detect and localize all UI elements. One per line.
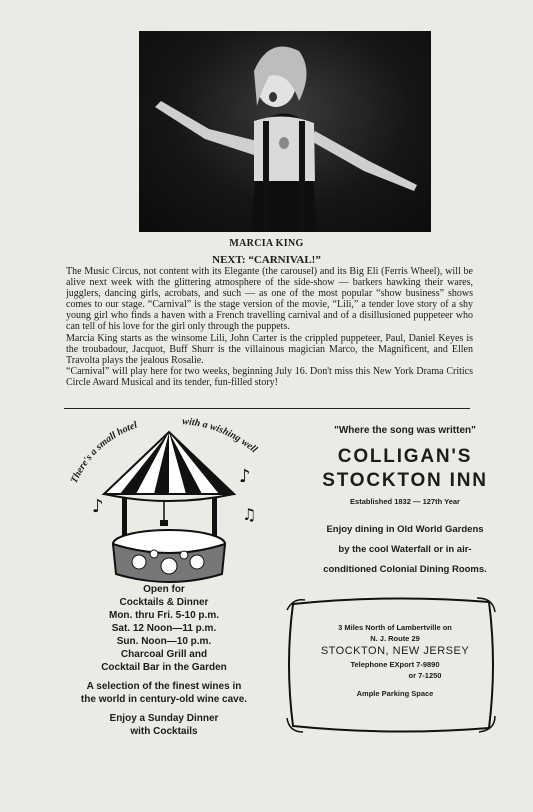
ad-line: A selection of the finest wines in — [86, 681, 242, 692]
ad-line: Open for — [143, 584, 185, 595]
ad-line: with Cocktails — [130, 726, 198, 737]
performer-illustration — [139, 31, 431, 232]
ad-line: Mon. thru Fri. 5-10 p.m. — [108, 610, 219, 621]
article-body — [66, 266, 473, 388]
ad-hours-text — [64, 583, 264, 738]
svg-text:♫: ♫ — [242, 505, 257, 524]
article-paragraph: “Carnival” will play here for two weeks, beginning July 16. Don't miss this New York Drama Critics Circle Award Musical and its tender, fun-filled story! — [66, 365, 473, 388]
inn-name-line: STOCKTON INN — [322, 470, 488, 491]
wishing-well-icon — [64, 412, 270, 587]
ad-line: Cocktails & Dinner — [119, 597, 209, 608]
location-city: STOCKTON, NEW JERSEY — [320, 645, 470, 657]
article-paragraph: Marcia King starts as the winsome Lili, John Carter is the crippled puppeteer, Paul, Daniel Keyes is the troubadour, Jacquot, Buff Shurr is the villainous magician Marco, the Magnificent, and Ellen Travolta plays the jealous Rosalie. — [66, 332, 473, 366]
location-line: 3 Miles North of Lambertville on — [338, 623, 452, 632]
arc-text-left: There's a small hotel — [68, 419, 139, 486]
inn-established: Established 1832 — 127th Year — [350, 497, 460, 506]
arc-text-right: with a wishing well — [181, 415, 260, 456]
ad-line: Sun. Noon—10 p.m. — [116, 636, 212, 647]
inn-tagline: "Where the song was written" — [334, 425, 476, 436]
parking-note: Ample Parking Space — [356, 689, 434, 698]
location-line: N. J. Route 29 — [370, 634, 420, 643]
photo-caption: MARCIA KING — [229, 238, 304, 249]
inn-name-line: COLLIGAN'S — [337, 446, 473, 467]
article-headline: NEXT: “CARNIVAL!” — [212, 254, 321, 266]
ad-line: Cocktail Bar in the Garden — [101, 662, 227, 673]
performer-photo — [139, 31, 431, 232]
ad-line: Charcoal Grill and — [120, 649, 208, 660]
section-divider — [64, 408, 470, 409]
inn-location — [300, 622, 490, 699]
inn-dining-text — [300, 520, 510, 580]
article-paragraph: The Music Circus, not content with its Elegante (the carousel) and its Big Eli (Ferris Wheel), will be alive next week with the glittering atmosphere of the side-show — barkers hawking their wares, jugglers, dancing girls, acrobats, and such — as one of the most popular “show business” shows comes to our stage. “Carnival” is the stage version of the movie, “Lili,” a tender love story of a shy young girl who finds a haven with a French travelling carnival and of a disillusioned puppeteer who can tell of his love for the girl only through the puppets. — [66, 266, 473, 333]
telephone: Telephone EXport 7-9890 — [350, 660, 440, 669]
dining-line: conditioned Colonial Dining Rooms. — [323, 564, 487, 575]
ad-line: Sat. 12 Noon—11 p.m. — [111, 623, 217, 634]
dining-line: by the cool Waterfall or in air- — [338, 544, 472, 555]
telephone-alt: or 7-1250 — [408, 671, 442, 680]
svg-text:♪: ♪ — [92, 496, 104, 517]
inn-name — [285, 445, 525, 493]
svg-text:with a wishing well — [182, 416, 260, 455]
ad-line: the world in century-old wine cave. — [80, 694, 248, 705]
svg-text:♪: ♪ — [239, 466, 251, 487]
dining-line: Enjoy dining in Old World Gardens — [326, 524, 484, 535]
ad-line: Enjoy a Sunday Dinner — [109, 713, 219, 724]
